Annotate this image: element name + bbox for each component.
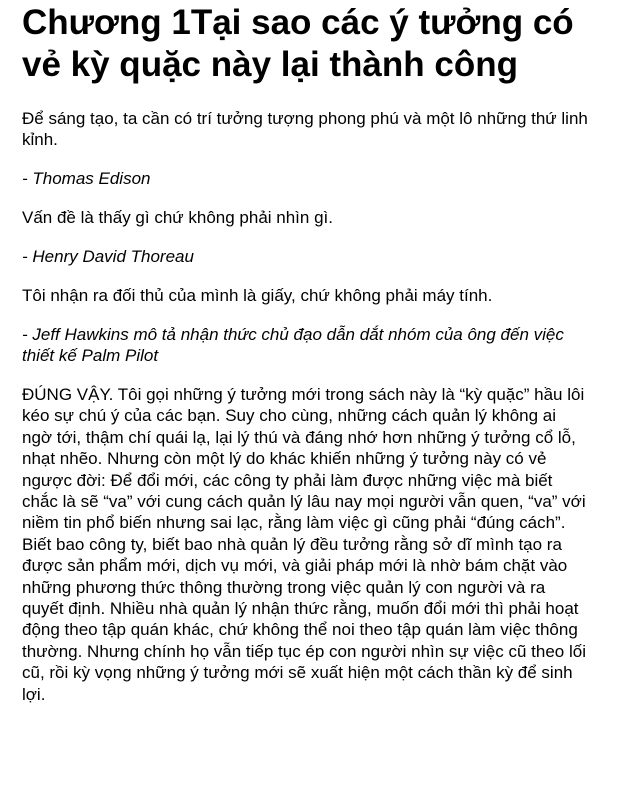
chapter-title: Chương 1Tại sao các ý tưởng có vẻ kỳ quặc này lại thành công: [22, 3, 574, 84]
quote-2-author: - Henry David Thoreau: [22, 247, 194, 266]
quote-1-author: - Thomas Edison: [22, 169, 151, 188]
body-paragraph: ĐÚNG VẬY. Tôi gọi những ý tưởng mới trong sách này là “kỳ quặc” hầu lôi kéo sự chú ý của các bạn. Suy cho cùng, những cách quản lý không ai ngờ tới, thậm chí quái lạ, lại lý thú và đáng nhớ hơn những ý tưởng cổ lỗ, nhạt nhẽo. Nhưng còn một lý do khác khiến những ý tưởng này có vẻ ngược đời: Để đổi mới, các công ty phải làm được những việc mà biết chắc là sẽ “va” với cung cách quản lý lâu nay mọi người vẫn quen, “va” với niềm tin phổ biến nhưng sai lạc, rằng làm việc gì cũng phải “đúng cách”. Biết bao công ty, biết bao nhà quản lý đều tưởng rằng sở dĩ mình tạo ra được sản phẩm mới, dịch vụ mới, và giải pháp mới là nhờ bám chặt vào những phương thức thông thường trong việc quản lý con người và ra quyết định. Nhiều nhà quản lý nhận thức rằng, muốn đổi mới thì phải hoạt động theo tập quán khác, chứ không thể noi theo tập quán làm việc thông thường. Nhưng chính họ vẫn tiếp tục ép con người nhìn sự việc cũ theo lối cũ, rồi kỳ vọng những ý tưởng mới sẽ xuất hiện một cách thần kỳ để sinh lợi.: [22, 385, 586, 704]
quote-3-author: - Jeff Hawkins mô tả nhận thức chủ đạo dẫn dắt nhóm của ông đến việc thiết kế Palm Pilot: [22, 325, 564, 365]
quote-3-text: Tôi nhận ra đối thủ của mình là giấy, chứ không phải máy tính.: [22, 286, 493, 305]
quote-2-text: Vấn đề là thấy gì chứ không phải nhìn gì.: [22, 208, 333, 227]
quote-1-text: Để sáng tạo, ta cần có trí tưởng tượng phong phú và một lô những thứ linh kỉnh.: [22, 109, 588, 149]
